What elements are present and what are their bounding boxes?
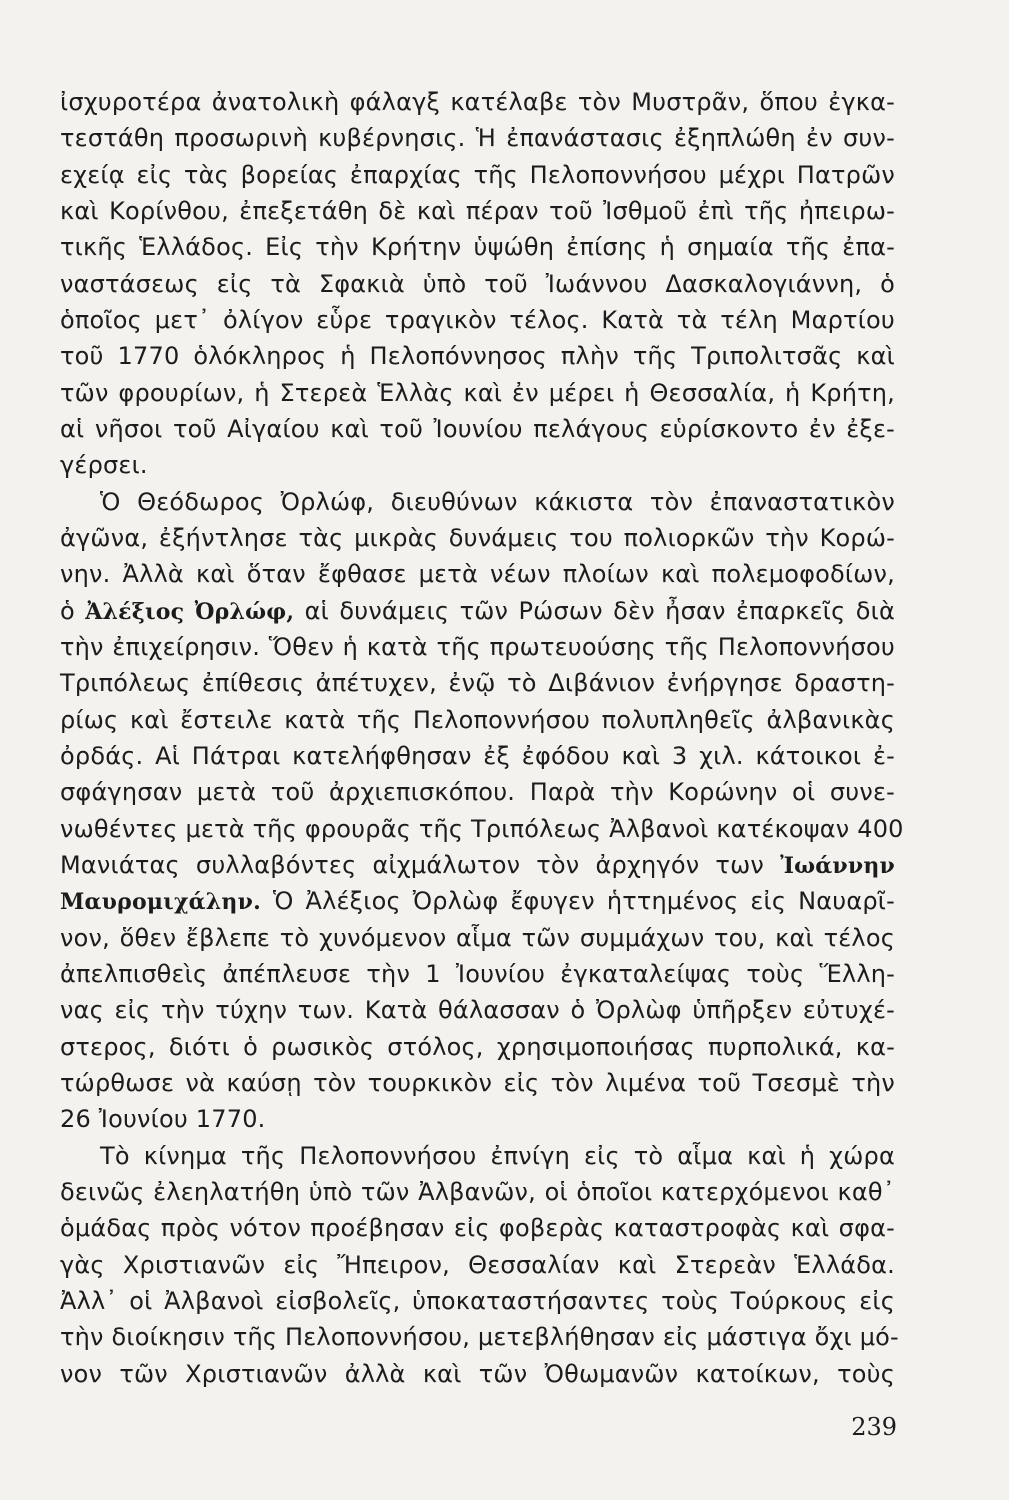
- name-alexios-orlof: Ἀλέξιος Ὀρλώφ,: [85, 599, 295, 625]
- text-line: [60, 886, 895, 917]
- text-line: Τριπόλεως ἐπίθεσις ἀπέτυχεν, ἐνῷ τὸ Διβάνιον ἐνήργησε δραστη-: [60, 669, 895, 697]
- inline-text: Μανιάτας συλλαβόντες αἰχμάλωτον τὸν ἀρχηγόν των: [60, 851, 764, 879]
- text-line: νον, ὅθεν ἔβλεπε τὸ χυνόμενον αἷμα τῶν συμμάχων του, καὶ τέλος: [60, 924, 895, 952]
- text-line: τοῦ 1770 ὁλόκληρος ἡ Πελοπόννησος πλὴν τῆς Τριπολιτσᾶς καὶ: [60, 342, 895, 370]
- text-line: καὶ Κορίνθου, ἐπεξετάθη δὲ καὶ πέραν τοῦ Ἰσθμοῦ ἐπὶ τῆς ἠπειρω-: [60, 197, 895, 225]
- text-line: δεινῶς ἐλεηλατήθη ὑπὸ τῶν Ἀλβανῶν, οἱ ὁποῖοι κατερχόμενοι καθ᾽: [60, 1178, 895, 1206]
- text-line: τὴν ἐπιχείρησιν. Ὅθεν ἡ κατὰ τῆς πρωτευούσης τῆς Πελοποννήσου: [60, 633, 895, 661]
- inline-text: αἱ δυνάμεις τῶν Ρώσων δὲν ἦσαν ἐπαρκεῖς διὰ: [304, 597, 895, 625]
- text-line: ὁποῖος μετ᾽ ὀλίγον εὗρε τραγικὸν τέλος. Κατὰ τὰ τέλη Μαρτίου: [60, 306, 895, 334]
- text-line: νον τῶν Χριστιανῶν ἀλλὰ καὶ τῶν Ὀθωμανῶν κατοίκων, τοὺς: [60, 1360, 895, 1388]
- text-line: γέρσει.: [60, 451, 148, 479]
- text-line: τῶν φρουρίων, ἡ Στερεὰ Ἑλλὰς καὶ ἐν μέρει ἡ Θεσσαλία, ἡ Κρήτη,: [60, 379, 895, 407]
- text-line: σφάγησαν μετὰ τοῦ ἀρχιεπισκόπου. Παρὰ τὴν Κορώνην οἱ συνε-: [60, 778, 895, 806]
- inline-text: Ὁ Ἀλέξιος Ὀρλὼφ ἔφυγεν ἡττημένος εἰς Ναυαρῖ-: [272, 887, 895, 915]
- text-line: τεστάθη προσωρινὴ κυβέρνησις. Ἡ ἐπανάστασις ἐξηπλώθη ἐν συν-: [60, 124, 895, 152]
- text-line: τώρθωσε νὰ καύσῃ τὸν τουρκικὸν εἰς τὸν λιμένα τοῦ Τσεσμὲ τὴν: [60, 1069, 895, 1097]
- text-line: Ἀλλ᾽ οἱ Ἀλβανοὶ εἰσβολεῖς, ὑποκαταστήσαντες τοὺς Τούρκους εἰς: [60, 1287, 895, 1315]
- text-line: ἀπελπισθεὶς ἀπέπλευσε τὴν 1 Ἰουνίου ἐγκαταλείψας τοὺς Ἕλλη-: [60, 960, 895, 988]
- text-line: ρίως καὶ ἔστειλε κατὰ τῆς Πελοποννήσου πολυπληθεῖς ἀλβανικὰς: [60, 706, 895, 734]
- text-line: νην. Ἀλλὰ καὶ ὅταν ἔφθασε μετὰ νέων πλοίων καὶ πολεμοφοδίων,: [60, 560, 895, 588]
- text-line: εχείᾳ εἰς τὰς βορείας ἐπαρχίας τῆς Πελοποννήσου μέχρι Πατρῶν: [60, 161, 895, 189]
- text-line: Τὸ κίνημα τῆς Πελοποννήσου ἐπνίγη εἰς τὸ αἷμα καὶ ἡ χώρα: [100, 1142, 895, 1170]
- text-line: ἰσχυροτέρα ἀνατολικὴ φάλαγξ κατέλαβε τὸν Μυστρᾶν, ὅπου ἐγκα-: [60, 88, 895, 116]
- text-line: [60, 596, 895, 627]
- name-ioannin: Ἰωάννην: [780, 853, 895, 879]
- text-line: αἱ νῆσοι τοῦ Αἰγαίου καὶ τοῦ Ἰουνίου πελάγους εὑρίσκοντο ἐν ἐξε-: [60, 415, 895, 443]
- text-line: Ὁ Θεόδωρος Ὀρλώφ, διευθύνων κάκιστα τὸν ἐπαναστατικὸν: [100, 488, 895, 516]
- text-line: ὀρδάς. Αἱ Πάτραι κατελήφθησαν ἐξ ἐφόδου καὶ 3 χιλ. κάτοικοι ἐ-: [60, 742, 895, 770]
- text-line: στερος, διότι ὁ ρωσικὸς στόλος, χρησιμοποιήσας πυρπολικά, κα-: [60, 1033, 895, 1061]
- name-mavromichalin: Μαυρομιχάλην.: [60, 889, 261, 915]
- text-line: ναστάσεως εἰς τὰ Σφακιὰ ὑπὸ τοῦ Ἰωάννου Δασκαλογιάννη, ὁ: [60, 270, 895, 298]
- text-line: τὴν διοίκησιν τῆς Πελοποννήσου, μετεβλήθησαν εἰς μάστιγα ὄχι μό-: [60, 1323, 899, 1351]
- text-line: [60, 850, 895, 881]
- text-line: τικῆς Ἑλλάδος. Εἰς τὴν Κρήτην ὑψώθη ἐπίσης ἡ σημαία τῆς ἐπα-: [60, 233, 895, 261]
- text-line: γὰς Χριστιανῶν εἰς Ἤπειρον, Θεσσαλίαν καὶ Στερεὰν Ἑλλάδα.: [60, 1251, 895, 1279]
- text-line: νωθέντες μετὰ τῆς φρουρᾶς τῆς Τριπόλεως Ἀλβανοὶ κατέκοψαν 400: [60, 815, 904, 843]
- text-line: ὁμάδας πρὸς νότον προέβησαν εἰς φοβερὰς καταστροφὰς καὶ σφα-: [60, 1214, 895, 1242]
- page-number: 239: [851, 1413, 897, 1441]
- inline-text: ὁ: [60, 597, 75, 625]
- text-line: νας εἰς τὴν τύχην των. Κατὰ θάλασσαν ὁ Ὀρλὼφ ὑπῆρξεν εὐτυχέ-: [60, 996, 895, 1024]
- text-line: 26 Ἰουνίου 1770.: [60, 1105, 266, 1133]
- text-line: ἀγῶνα, ἐξήντλησε τὰς μικρὰς δυνάμεις του πολιορκῶν τὴν Κορώ-: [60, 524, 895, 552]
